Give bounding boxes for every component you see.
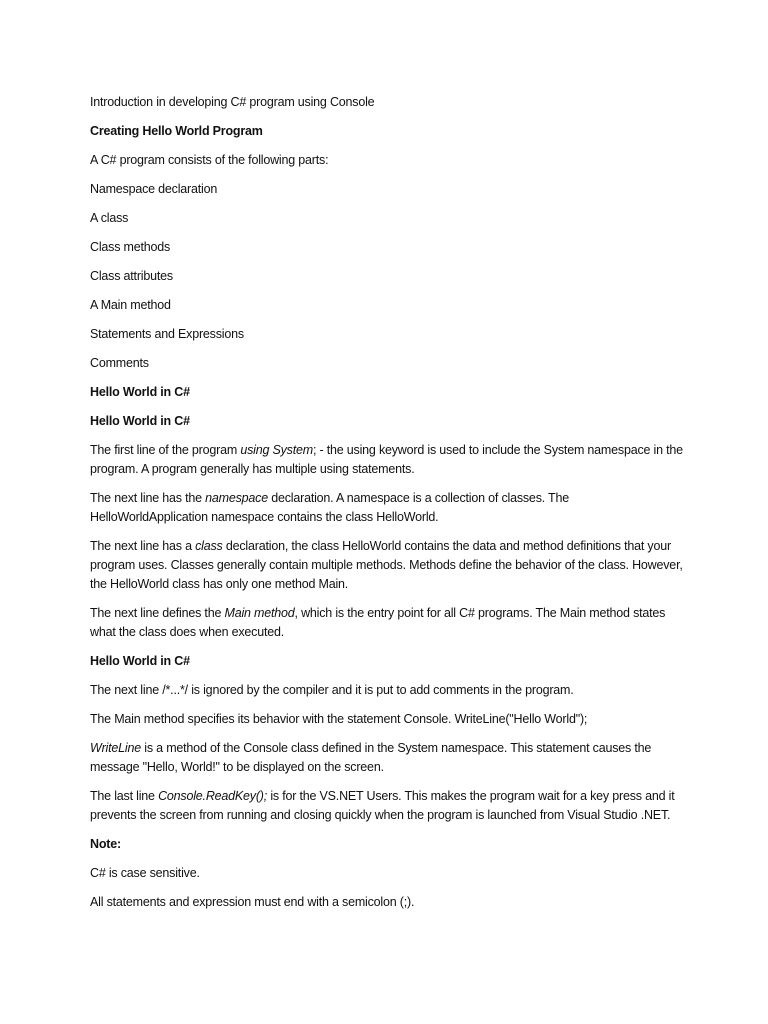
text-run: ; - the using keyword is used to include the System namespace in the program. A program generally has multiple using statements. <box>90 443 683 476</box>
document-content <box>90 93 690 922</box>
text-run: is a method of the Console class defined in the System namespace. This statement causes the message "Hello, World!" to be displayed on the screen. <box>90 741 652 774</box>
hello-heading-2: Hello World in C# <box>90 414 190 428</box>
part-item-class-attributes: Class attributes <box>90 269 173 283</box>
part-item-statements: Statements and Expressions <box>90 327 244 341</box>
text-run: is for the VS.NET Users. This makes the program wait for a key press and it prevents the screen from running and closing quickly when the program is launched from Visual Studio .NET. <box>90 789 675 822</box>
text-run: The next line has a <box>90 539 196 553</box>
paragraph-writeline <box>90 739 690 777</box>
note-case-sensitive: C# is case sensitive. <box>90 866 200 880</box>
paragraph-class <box>90 537 690 594</box>
part-item-namespace: Namespace declaration <box>90 182 218 196</box>
parts-intro: A C# program consists of the following parts: <box>90 153 329 167</box>
paragraph-writeline-statement: The Main method specifies its behavior with the statement Console. WriteLine("Hello World"); <box>90 712 588 726</box>
paragraph-namespace <box>90 489 690 527</box>
emphasis-namespace: namespace <box>205 491 268 505</box>
part-item-comments: Comments <box>90 356 149 370</box>
part-item-main-method: A Main method <box>90 298 171 312</box>
text-run: declaration. A namespace is a collection of classes. The HelloWorldApplication namespace contains the class HelloWorld. <box>90 491 569 524</box>
text-run: The next line has the <box>90 491 206 505</box>
text-run: , which is the entry point for all C# programs. The Main method states what the class does when executed. <box>90 606 666 639</box>
text-run: declaration, the class HelloWorld contains the data and method definitions that your program uses. Classes generally contain multiple methods. Methods define the behavior of the class. However, the HelloWorld class has only one method Main. <box>90 539 683 591</box>
text-run: The first line of the program <box>90 443 241 457</box>
part-item-class-methods: Class methods <box>90 240 171 254</box>
text-run: The next line defines the <box>90 606 225 620</box>
emphasis-main-method: Main method <box>224 606 295 620</box>
hello-heading-1: Hello World in C# <box>90 385 190 399</box>
emphasis-class: class <box>195 539 223 553</box>
paragraph-main-method <box>90 604 690 642</box>
emphasis-using-system: using System <box>240 443 313 457</box>
paragraph-comments: The next line /*...*/ is ignored by the compiler and it is put to add comments in the program. <box>90 683 574 697</box>
paragraph-readkey <box>90 787 690 825</box>
section-heading: Creating Hello World Program <box>90 124 263 138</box>
hello-heading-3: Hello World in C# <box>90 654 190 668</box>
emphasis-readkey: Console.ReadKey(); <box>158 789 268 803</box>
intro-line: Introduction in developing C# program using Console <box>90 95 375 109</box>
note-heading: Note: <box>90 837 121 851</box>
note-semicolon: All statements and expression must end with a semicolon (;). <box>90 895 415 909</box>
paragraph-using <box>90 441 690 479</box>
part-item-class: A class <box>90 211 129 225</box>
emphasis-writeline: WriteLine <box>90 741 141 755</box>
text-run: The last line <box>90 789 159 803</box>
